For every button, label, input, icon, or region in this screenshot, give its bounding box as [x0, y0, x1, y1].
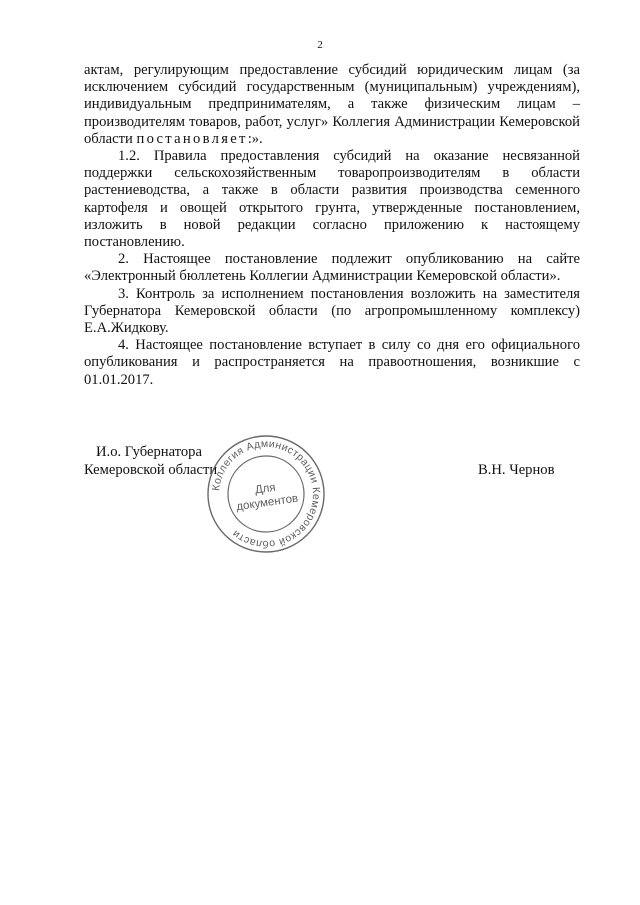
document-body: [84, 62, 580, 389]
paragraph-3: 3. Контроль за исполнением постановления возложить на заместителя Губернатора Кемеровской области (по агропромышленному комплексу) Е.А.Жидкову.: [84, 285, 580, 337]
stamp-center-line1: Для: [254, 481, 277, 497]
paragraph-4: 4. Настоящее постановление вступает в силу со дня его официального опубликования и распространяется на правоотношения, возникшие с 01.01.2017.: [84, 337, 580, 388]
paragraph-2: 2. Настоящее постановление подлежит опубликованию на сайте «Электронный бюллетень Коллегии Администрации Кемеровской области».: [84, 251, 580, 285]
stamp-center-line2: документов: [235, 492, 299, 514]
decree-tail: :».: [247, 130, 263, 147]
paragraph-1-text: актам, регулирующим предоставление субсидий юридическим лицам (за исключением субсидий государственным (муниципальным) учреждениям), индивидуальным предпринимателям, а также физическим лицам – производителям товаров, работ, услуг» Коллегия Администрации Кемеровской области: [84, 62, 580, 147]
signatory-title-line2: Кемеровской области: [84, 462, 218, 478]
paragraph-1-2: 1.2. Правила предоставления субсидий на оказание несвязанной поддержки сельскохозяйственным товаропроизводителям в области растениеводства, а также в области развития производства семенного картофеля и овощей открытого грунта, утвержденные постановлением, изложить в новой редакции согласно приложению к настоящему постановлению.: [84, 148, 580, 251]
page-number: 2: [317, 39, 323, 51]
signatory-name: В.Н. Чернов: [478, 462, 555, 478]
paragraph-1: [84, 62, 580, 148]
signatory-title: [84, 443, 217, 479]
signatory-title-line1: И.о. Губернатора: [96, 444, 202, 460]
official-stamp: [204, 432, 328, 556]
stamp-ring-text: Коллегия Администрации Кемеровской области: [210, 437, 323, 551]
decree-word: постановляет: [136, 130, 248, 147]
stamp-seal-icon: [204, 432, 328, 556]
